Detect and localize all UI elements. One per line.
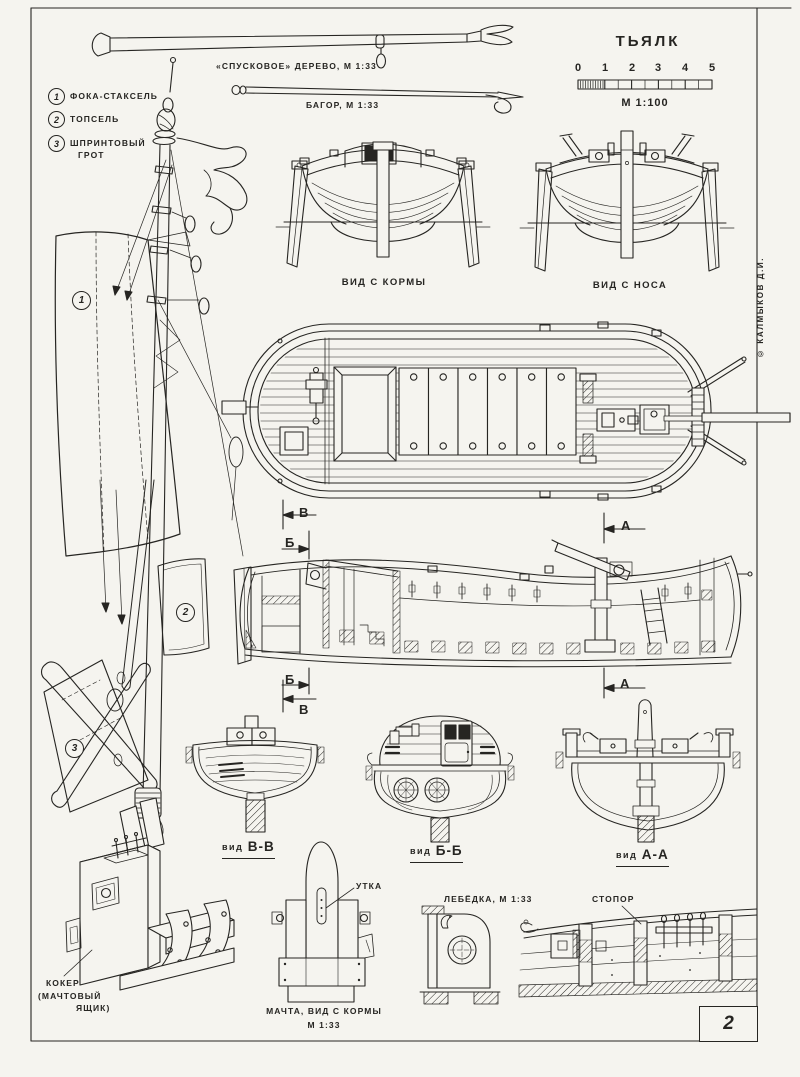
sail-number-1: 1	[72, 291, 91, 310]
section-mark-v-bottom: В	[299, 702, 309, 717]
section-mark-b-top: Б	[285, 535, 295, 550]
view-aa-label	[616, 846, 669, 867]
view-aa-prefix: вид	[616, 850, 638, 860]
view-aa-value: А-А	[641, 847, 669, 862]
scale-tick-0: 0	[574, 62, 582, 74]
view-vv-prefix: вид	[222, 842, 244, 852]
legend-number-2: 2	[48, 111, 65, 128]
scale-tick-3: 3	[654, 62, 662, 74]
view-bb-value: Б-Б	[435, 843, 463, 858]
page-number-box	[699, 1006, 758, 1042]
bow-view-label: ВИД С НОСА	[592, 280, 668, 291]
cleat-label: УТКА	[356, 881, 383, 891]
scale-tick-2: 2	[628, 62, 636, 74]
cross-section-aa-drawing	[556, 700, 740, 842]
cross-section-vv-drawing	[186, 716, 324, 832]
mast-box-label-line1: КОКЕР	[46, 978, 80, 988]
cross-section-bb-drawing	[366, 716, 514, 842]
scale-tick-4: 4	[681, 62, 689, 74]
mast-view-scale-label: М 1:33	[307, 1020, 341, 1030]
view-bb-prefix: вид	[410, 846, 432, 856]
stern-view-drawing	[276, 142, 490, 267]
page-number: 2	[723, 1013, 734, 1034]
section-mark-v-top: В	[299, 505, 309, 520]
winch-drawing	[420, 906, 500, 1004]
view-vv-value: В-В	[247, 839, 275, 854]
deck-plan-drawing	[222, 322, 790, 500]
view-vv-label	[222, 838, 275, 859]
legend-number-3: 3	[48, 135, 65, 152]
legend-label-1: ФОКА-СТАКСЕЛЬ	[70, 91, 159, 101]
winch-label: ЛЕБЁДКА, М 1:33	[444, 894, 533, 904]
mast-and-sails-drawing	[42, 58, 252, 991]
section-mark-a-bottom: А	[620, 676, 630, 691]
sail-number-3: 3	[65, 739, 84, 758]
view-bb-label	[410, 842, 463, 863]
scale-tick-5: 5	[708, 62, 716, 74]
legend-label-2: ТОПСЕЛЬ	[70, 114, 120, 124]
legend-label-3: ШПРИНТОВЫЙ	[70, 138, 146, 148]
scale-bar	[578, 80, 712, 89]
stern-view-label: ВИД С КОРМЫ	[341, 277, 427, 288]
sail-number-2: 2	[176, 603, 195, 622]
bow-view-drawing	[520, 131, 734, 271]
mast-view-label: МАЧТА, ВИД С КОРМЫ	[266, 1006, 382, 1016]
scale-caption: М 1:100	[621, 97, 669, 109]
stopper-label: СТОПОР	[592, 894, 635, 904]
scale-tick-1: 1	[601, 62, 609, 74]
spar-label: «СПУСКОВОЕ» ДЕРЕВО, М 1:33	[216, 61, 377, 71]
legend-number-1: 1	[48, 88, 65, 105]
mast-box-label-line2: (МАЧТОВЫЙ	[38, 991, 102, 1001]
copyright-note: © КАЛМЫКОВ Д.И.	[756, 256, 765, 358]
mast-box-label-line3: ЯЩИК)	[76, 1003, 111, 1013]
section-mark-a-top: А	[621, 518, 631, 533]
section-mark-b-bottom: Б	[285, 672, 295, 687]
hook-label: БАГОР, М 1:33	[306, 100, 380, 110]
mast-stern-view-drawing	[272, 842, 374, 1002]
stopper-assembly-drawing	[519, 906, 757, 997]
sheet-title: ТЬЯЛК	[615, 33, 681, 50]
longitudinal-section-drawing	[240, 540, 752, 667]
legend-label-3b: ГРОТ	[78, 150, 105, 160]
